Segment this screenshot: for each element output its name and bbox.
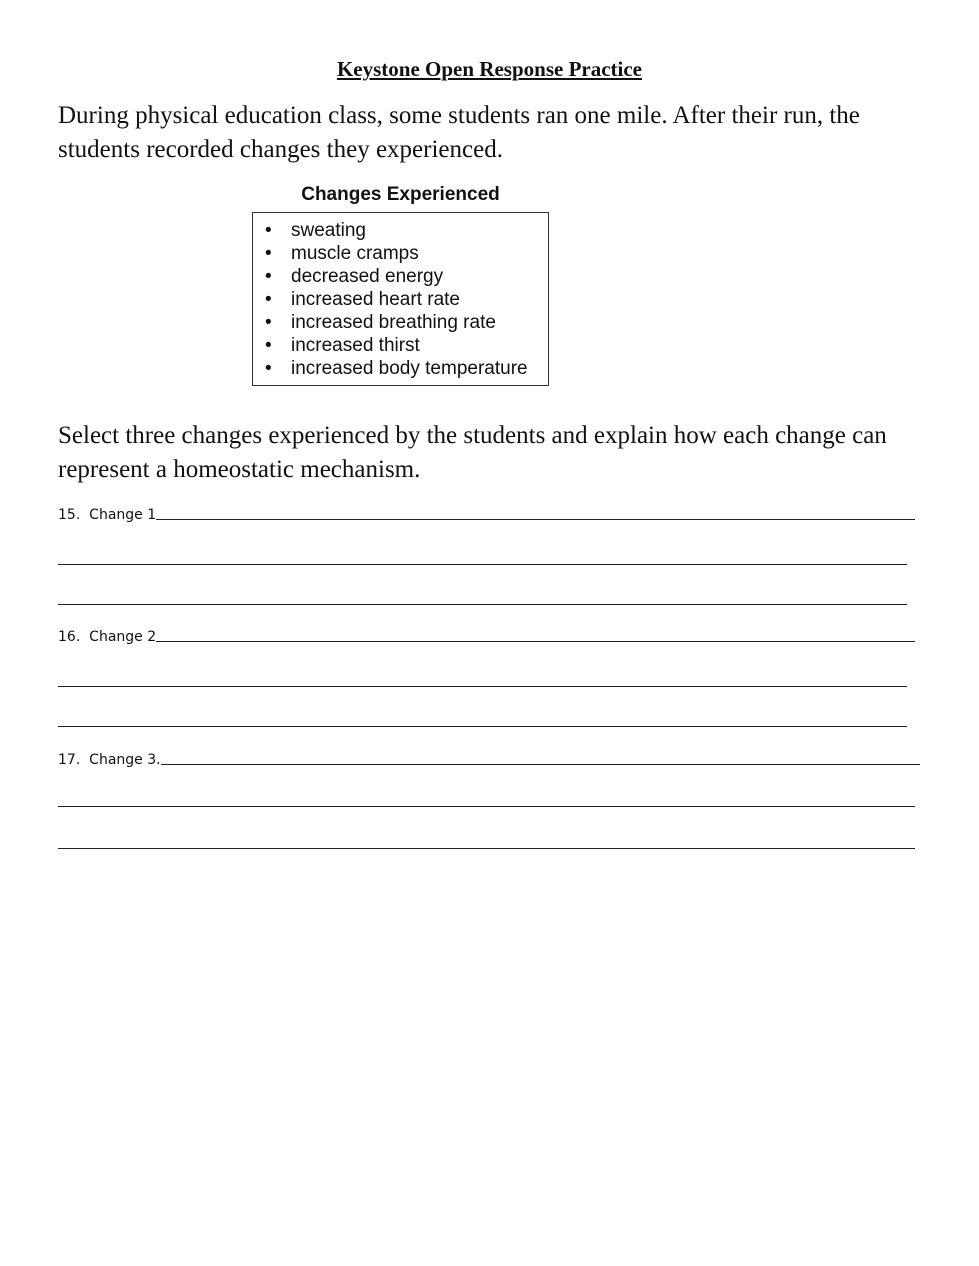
answer-line[interactable] — [58, 564, 907, 565]
list-item-label: muscle cramps — [291, 243, 419, 264]
bullet-icon: • — [265, 312, 272, 333]
question-number: 15. — [58, 507, 81, 523]
intro-paragraph: During physical education class, some students ran one mile. After their run, the students recorded changes they experienced. — [58, 102, 860, 163]
bullet-icon: • — [265, 358, 272, 379]
bullet-icon: • — [265, 266, 272, 287]
answer-line[interactable] — [156, 627, 915, 642]
list-item-label: increased heart rate — [291, 289, 460, 310]
question-number: 16. — [58, 629, 81, 645]
list-item-label: increased breathing rate — [291, 312, 496, 333]
answer-line[interactable] — [156, 505, 915, 520]
list-item — [253, 311, 548, 334]
answer-line[interactable] — [58, 686, 907, 687]
question-number: 17. — [58, 752, 81, 768]
instruction-paragraph: Select three changes experienced by the students and explain how each change can represent a homeostatic mechanism. — [58, 422, 887, 483]
list-item — [253, 357, 548, 380]
list-item-label: sweating — [291, 220, 366, 241]
question-17 — [58, 750, 920, 768]
page-title: Keystone Open Response Practice — [336, 57, 643, 81]
list-item-label: increased thirst — [291, 335, 420, 356]
list-item — [253, 242, 548, 265]
question-16 — [58, 627, 915, 645]
answer-line[interactable] — [58, 604, 907, 605]
bullet-icon: • — [265, 289, 272, 310]
question-label: Change 2 — [89, 629, 157, 645]
answer-line[interactable] — [58, 726, 907, 727]
list-item — [253, 265, 548, 288]
question-label: Change 1 — [89, 507, 157, 523]
answer-line[interactable] — [58, 848, 915, 849]
question-label: Change 3. — [89, 752, 161, 768]
bullet-icon: • — [265, 220, 272, 241]
list-item-label: decreased energy — [291, 266, 444, 287]
changes-table-title: Changes Experienced — [301, 184, 500, 205]
answer-line[interactable] — [161, 750, 920, 765]
bullet-icon: • — [265, 243, 272, 264]
list-item — [253, 219, 548, 242]
question-15 — [58, 505, 915, 523]
list-item-label: increased body temperature — [291, 358, 528, 379]
list-item — [253, 288, 548, 311]
changes-table — [252, 212, 549, 386]
bullet-icon: • — [265, 335, 272, 356]
changes-list — [253, 219, 548, 380]
answer-line[interactable] — [58, 806, 915, 807]
list-item — [253, 334, 548, 357]
